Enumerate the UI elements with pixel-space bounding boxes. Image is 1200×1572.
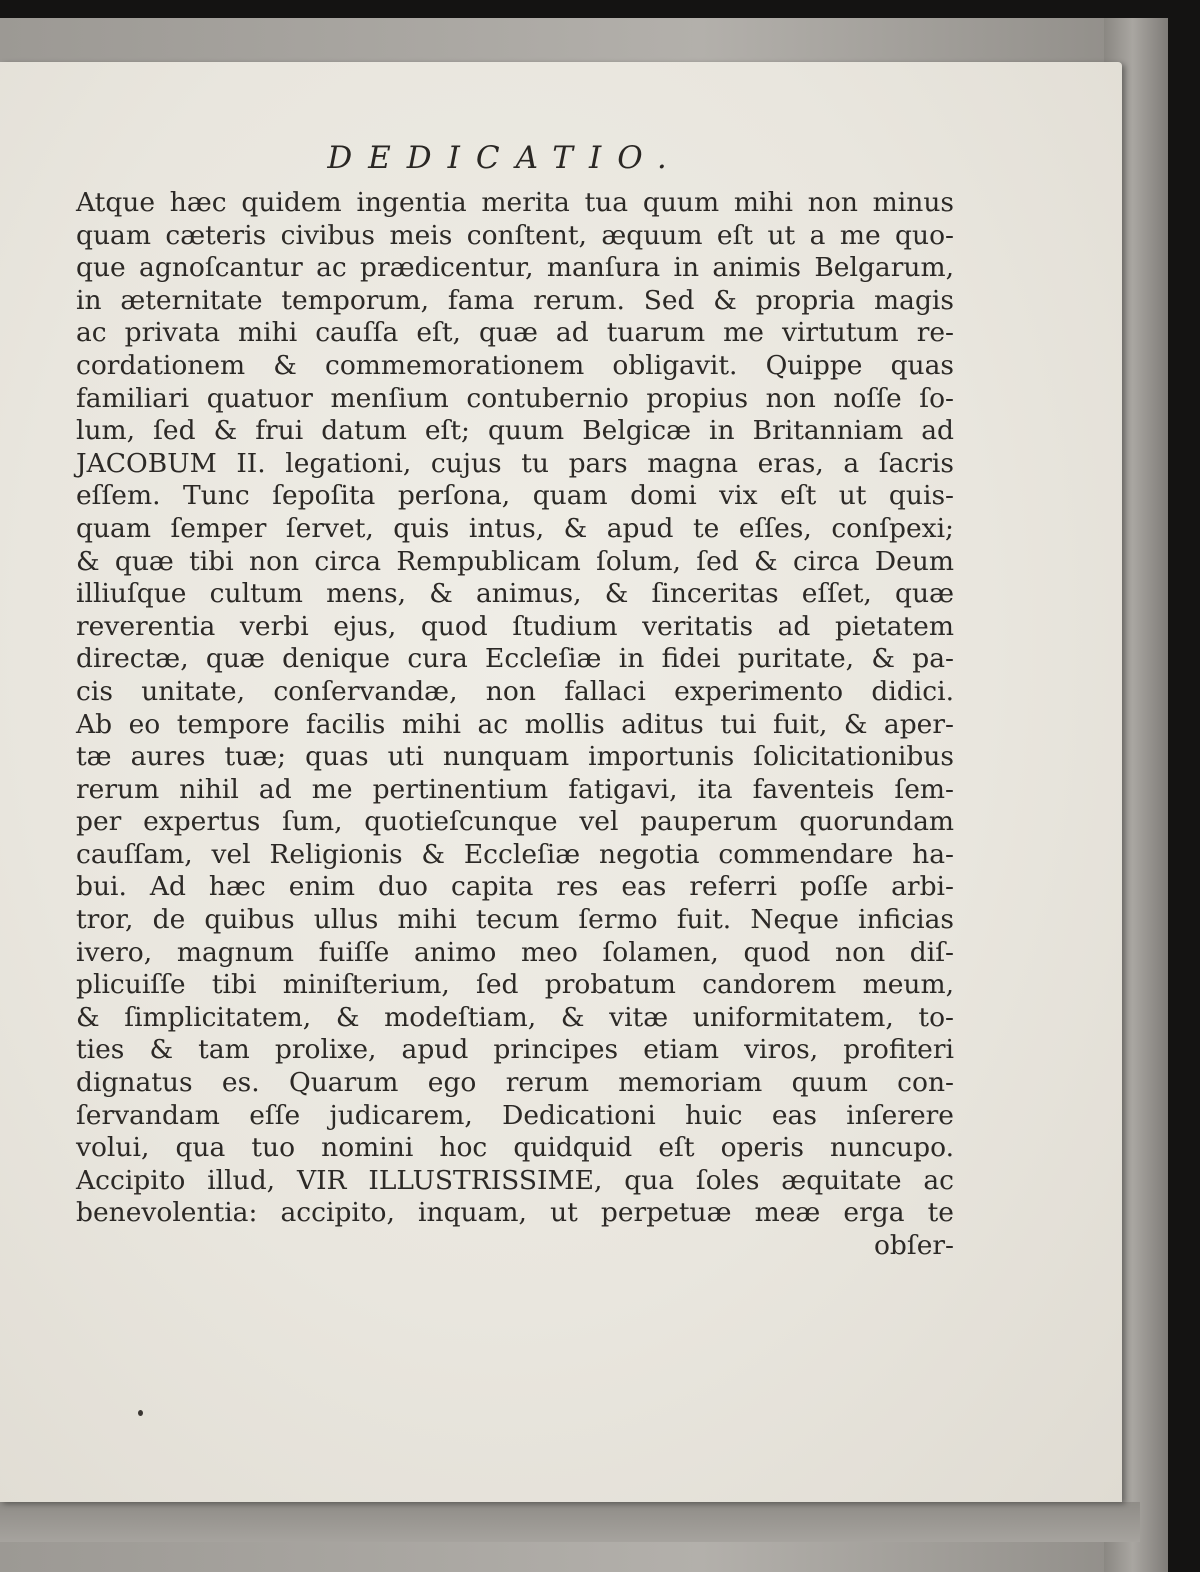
ink-speck — [138, 1410, 143, 1416]
text-line: rerum nihil ad me pertinentium fatigavi, ita faventeis ſem- — [76, 773, 954, 805]
text-line: ac privata mihi cauſſa eſt, quæ ad tuarum me virtutum re- — [76, 317, 954, 349]
text-line: directæ, quæ denique cura Eccleſiæ in fidei puritate, & pa- — [76, 643, 954, 675]
text-line: cis unitate, conſervandæ, non fallaci experimento didici. — [76, 675, 954, 707]
text-line: cordationem & commemorationem obligavit. Quippe quas — [76, 349, 954, 381]
text-line: reverentia verbi ejus, quod ſtudium veritatis ad pietatem — [76, 610, 954, 642]
text-line: Accipito illud, VIR ILLUSTRISSIME, qua ſoles æquitate ac — [76, 1164, 954, 1196]
body-text — [76, 187, 954, 1263]
text-line: & quæ tibi non circa Rempublicam ſolum, ſed & circa Deum — [76, 545, 954, 577]
text-line: volui, qua tuo nomini hoc quidquid eſt operis nuncupo. — [76, 1132, 954, 1164]
text-line: ſervandam eſſe judicarem, Dedicationi huic eas inſerere — [76, 1099, 954, 1131]
text-line: illiuſque cultum mens, & animus, & ſinceritas eſſet, quæ — [76, 578, 954, 610]
text-line: & ſimplicitatem, & modeſtiam, & vitæ uniformitatem, to- — [76, 1001, 954, 1033]
text-line: Atque hæc quidem ingentia merita tua quum mihi non minus — [76, 187, 954, 218]
text-line: in æternitate temporum, fama rerum. Sed & propria magis — [76, 284, 954, 316]
text-line: Ab eo tempore facilis mihi ac mollis aditus tui fuit, & aper- — [76, 708, 954, 740]
text-line: plicuiſſe tibi miniſterium, ſed probatum candorem meum, — [76, 969, 954, 1001]
text-line: ivero, magnum fuiſſe animo meo ſolamen, quod non diſ- — [76, 936, 954, 968]
text-line: que agnoſcantur ac prædicentur, manſura in animis Belgarum, — [76, 252, 954, 284]
text-line: ties & tam prolixe, apud principes etiam viros, profiteri — [76, 1034, 954, 1066]
text-line: familiari quatuor menſium contubernio propius non noſſe ſo- — [76, 382, 954, 414]
text-line: lum, ſed & frui datum eſt; quum Belgicæ in Britanniam ad — [76, 415, 954, 447]
text-line: quam cæteris civibus meis conſtent, æquum eſt ut a me quo- — [76, 219, 954, 251]
text-line: per expertus ſum, quotieſcunque vel pauperum quorundam — [76, 806, 954, 838]
text-line: cauſſam, vel Religionis & Eccleſiæ negotia commendare ha- — [76, 838, 954, 870]
text-line: benevolentia: accipito, inquam, ut perpetuæ meæ erga te — [76, 1197, 954, 1229]
text-line: bui. Ad hæc enim duo capita res eas referri poſſe arbi- — [76, 871, 954, 903]
text-line: tror, de quibus ullus mihi tecum ſermo fuit. Neque inficias — [76, 904, 954, 936]
text-line: JACOBUM II. legationi, cujus tu pars magna eras, a ſacris — [76, 447, 954, 479]
page-bottom-edge — [0, 1502, 1140, 1542]
text-line: tæ aures tuæ; quas uti nunquam importunis ſolicitationibus — [76, 741, 954, 773]
text-line: dignatus es. Quarum ego rerum memoriam quum con- — [76, 1067, 954, 1099]
text-line: eſſem. Tunc ſepoſita perſona, quam domi vix eſt ut quis- — [76, 480, 954, 512]
running-head: DEDICATIO. — [327, 140, 683, 176]
text-line: quam ſemper ſervet, quis intus, & apud te eſſes, conſpexi; — [76, 512, 954, 544]
catchword: obſer- — [873, 1230, 954, 1261]
